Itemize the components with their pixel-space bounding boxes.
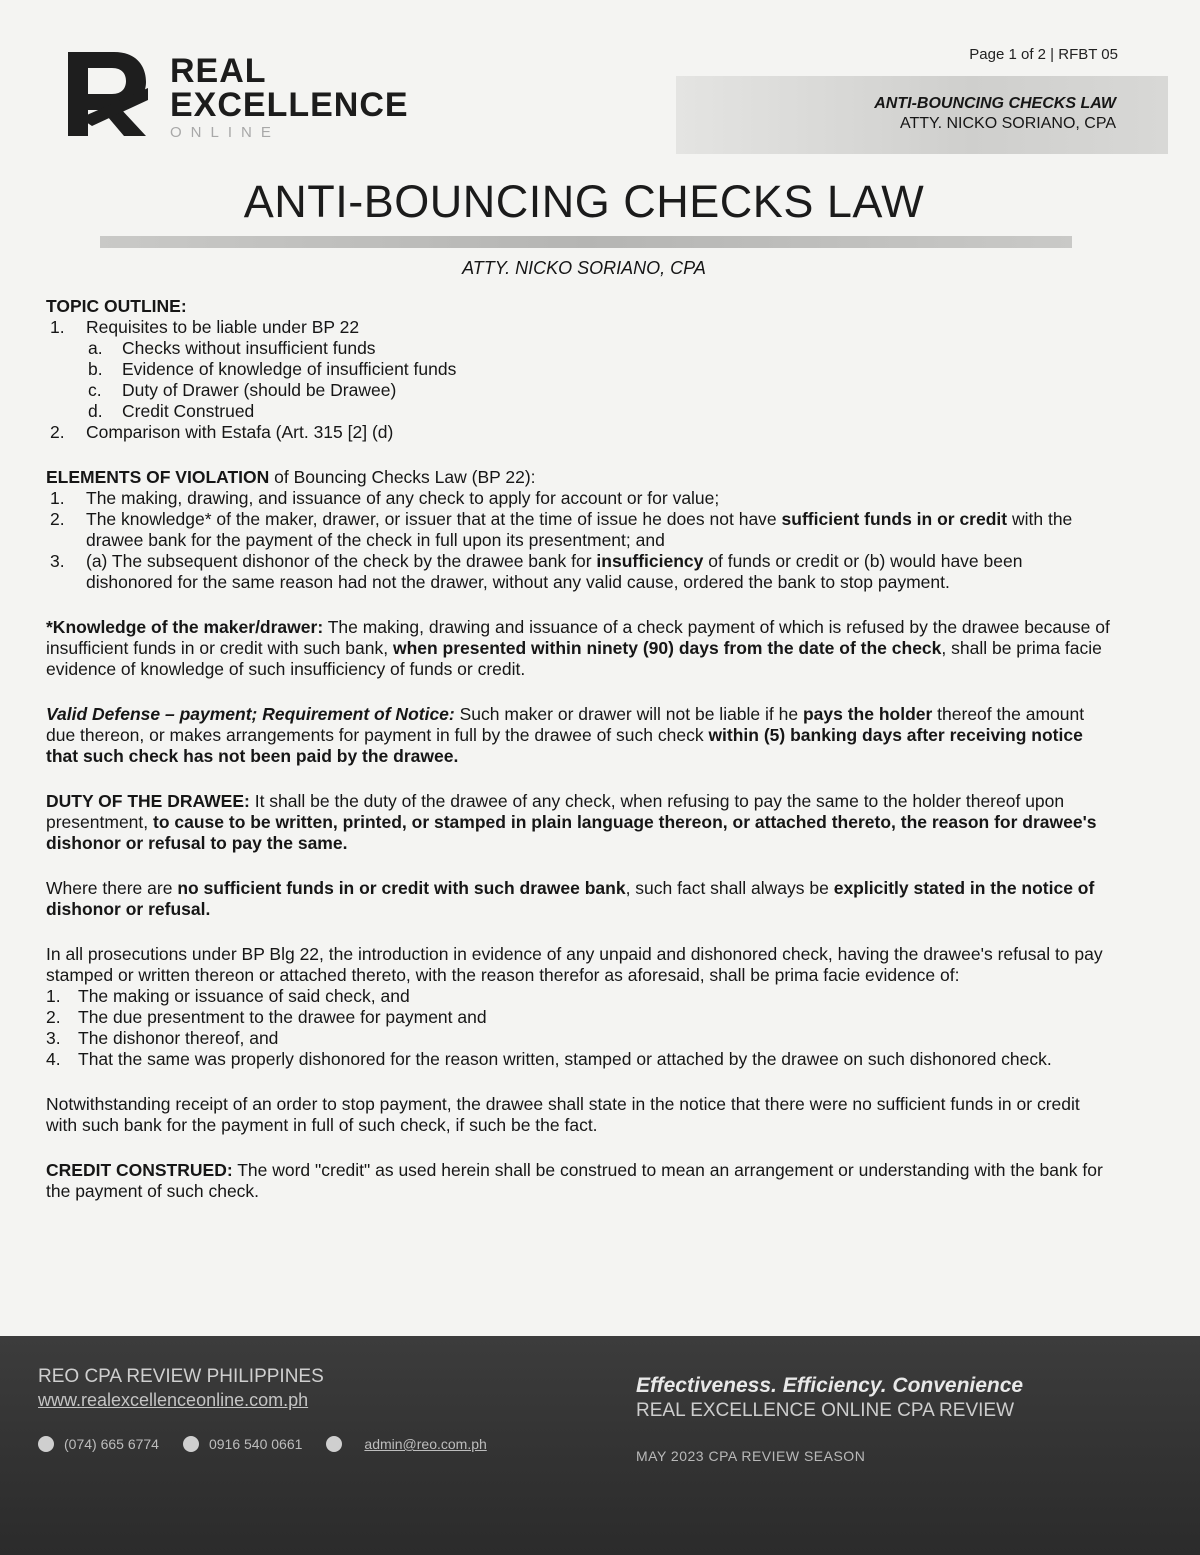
header-author: ATTY. NICKO SORIANO, CPA: [899, 115, 1116, 132]
footer-contacts: [38, 1436, 487, 1452]
logo-word-excellence: EXCELLENCE: [170, 86, 409, 124]
reo-logo-icon: [62, 48, 154, 140]
outline-subitem: d. Credit Construed: [88, 401, 255, 421]
outline-heading: TOPIC OUTLINE:: [46, 296, 187, 316]
no-funds-paragraph: Where there are no sufficient funds in or credit with such drawee bank, such fact shall always be explicitly stated in the notice of dishonor or refusal.: [46, 878, 1095, 919]
logo-word-real: REAL: [170, 52, 267, 90]
header-subject: ANTI-BOUNCING CHECKS LAW: [874, 95, 1116, 112]
footer-website-link[interactable]: www.realexcellenceonline.com.ph: [38, 1390, 309, 1410]
page-reference: Page 1 of 2 | RFBT 05: [969, 46, 1118, 63]
document-body: [46, 296, 1112, 1202]
prima-facie-list: [46, 986, 1112, 1070]
element-item: 1. The making, drawing, and issuance of any check to apply for account or for value;: [50, 488, 720, 508]
element-item: 3. (a) The subsequent dishonor of the check by the drawee bank for insufficiency of funds or credit or (b) would have been dishonored for the same reason had not the drawer, without any valid cause, ordered the bank to stop payment.: [50, 551, 1023, 592]
logo-word-online: ONLINE: [170, 124, 280, 141]
evidence-item: 2. The due presentment to the drawee for payment and: [46, 1007, 487, 1027]
page-footer: [0, 1336, 1200, 1555]
outline-subitem: c. Duty of Drawer (should be Drawee): [88, 380, 397, 400]
outline-subitem: b. Evidence of knowledge of insufficient funds: [88, 359, 457, 379]
footer-phone-mobile: 0916 540 0661: [208, 1436, 303, 1452]
elements-list: [46, 488, 1112, 593]
outline-subitem: a. Checks without insufficient funds: [88, 338, 376, 358]
evidence-item: 4. That the same was properly dishonored for the reason written, stamped or attached by the drawee on such dishonored check.: [46, 1049, 1052, 1069]
footer-email-link[interactable]: admin@reo.com.ph: [364, 1436, 487, 1452]
header-meta: [874, 94, 1116, 134]
brand-logo: [62, 48, 482, 148]
footer-tagline: Effectiveness. Efficiency. Convenience: [636, 1374, 1024, 1397]
credit-construed-paragraph: CREDIT CONSTRUED: The word "credit" as used herein shall be construed to mean an arrangement or understanding with the bank for the payment of such check.: [46, 1160, 1103, 1201]
valid-defense-paragraph: Valid Defense – payment; Requirement of Notice: Such maker or drawer will not be liable if he pays the holder thereof the amount due thereon, or makes arrangements for payment in full by the drawee of such check within (5) banking days after receiving notice that such check has not been paid by the drawee.: [46, 704, 1085, 766]
outline-item: 1. Requisites to be liable under BP 22: [50, 317, 360, 337]
phone-icon: [38, 1436, 54, 1452]
footer-phone-landline: (074) 665 6774: [64, 1436, 159, 1452]
prosecutions-paragraph: In all prosecutions under BP Blg 22, the introduction in evidence of any unpaid and dishonored check, having the drawee's refusal to pay stamped or written thereon or attached thereto, with the reason therefor as aforesaid, shall be prima facie evidence of:: [46, 944, 1103, 985]
evidence-item: 3. The dishonor thereof, and: [46, 1028, 279, 1048]
element-item: 2. The knowledge* of the maker, drawer, or issuer that at the time of issue he does not have sufficient funds in or credit with the drawee bank for the payment of the check in full upon its presentment; and: [50, 509, 1073, 550]
footer-org: REO CPA REVIEW PHILIPPINES: [38, 1366, 324, 1387]
drawee-duty-paragraph: DUTY OF THE DRAWEE: It shall be the duty of the drawee of any check, when refusing to pay the same to the holder thereof upon presentment, to cause to be written, printed, or stamped in plain language thereon, or attached thereto, the reason for drawee's dishonor or refusal to pay the same.: [46, 791, 1097, 853]
title-divider: [100, 236, 1072, 248]
byline: ATTY. NICKO SORIANO, CPA: [462, 258, 706, 278]
mobile-icon: [183, 1436, 199, 1452]
knowledge-paragraph: *Knowledge of the maker/drawer: The making, drawing and issuance of a check payment of which is refused by the drawee because of insufficient funds in or credit with such bank, when presented within ninety (90) days from the date of the check, shall be prima facie evidence of knowledge of such insufficiency of funds or credit.: [46, 617, 1110, 679]
evidence-item: 1. The making or issuance of said check, and: [46, 986, 410, 1006]
footer-review-name: REAL EXCELLENCE ONLINE CPA REVIEW: [636, 1400, 1015, 1421]
elements-heading: ELEMENTS OF VIOLATION of Bouncing Checks Law (BP 22):: [46, 467, 536, 487]
footer-season: MAY 2023 CPA REVIEW SEASON: [636, 1448, 866, 1464]
topic-outline: [46, 317, 1112, 443]
outline-item: 2. Comparison with Estafa (Art. 315 [2] (d): [50, 422, 394, 442]
email-icon: [326, 1436, 342, 1452]
page-title: ANTI-BOUNCING CHECKS LAW: [243, 176, 925, 227]
stop-payment-paragraph: Notwithstanding receipt of an order to stop payment, the drawee shall state in the notice that there were no sufficient funds in or credit with such bank for the payment in full of such check, if such be the fact.: [46, 1094, 1080, 1135]
